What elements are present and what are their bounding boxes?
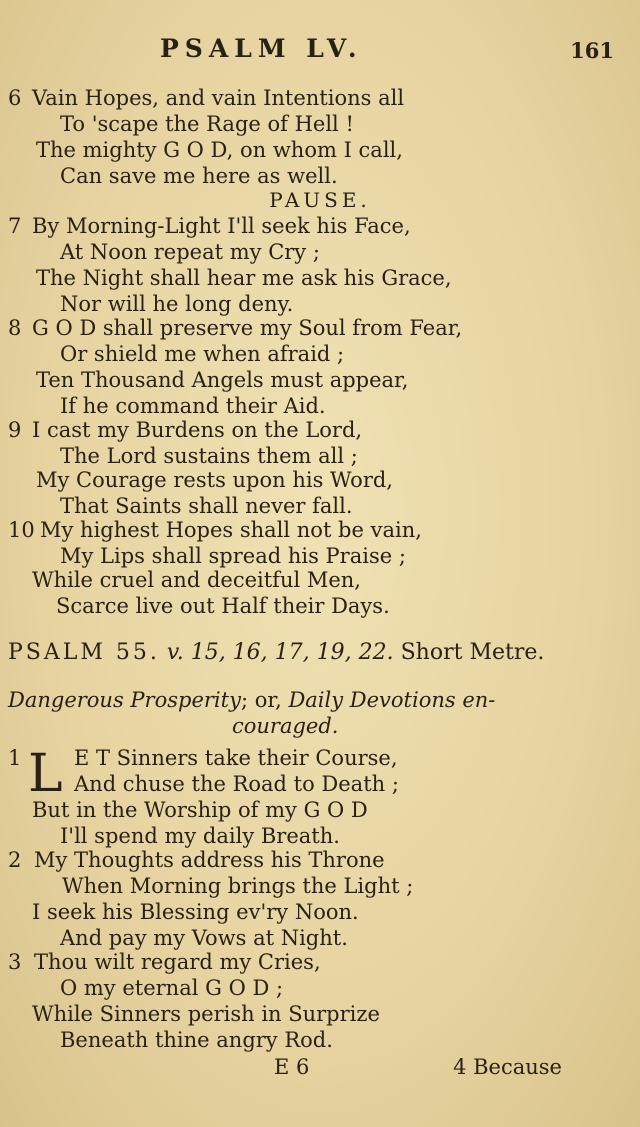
verse-line: I cast my Burdens on the Lord,: [32, 418, 363, 442]
verse-line: Scarce live out Half their Days.: [56, 594, 390, 618]
verse-line: Beneath thine angry Rod.: [60, 1028, 333, 1052]
verse-line: Can save me here as well.: [60, 164, 338, 188]
verse-line: I seek his Blessing ev'ry Noon.: [32, 900, 359, 924]
psalm-title: PSALM 55.: [8, 640, 160, 665]
verse-number: 7: [8, 214, 22, 238]
verse-number: 10: [8, 518, 35, 542]
verse-line: At Noon repeat my Cry ;: [60, 240, 320, 264]
verse-number: 2: [8, 848, 22, 872]
psalm-heading: [8, 640, 544, 665]
verse-line: My Thoughts address his Throne: [34, 848, 385, 872]
verse-line: Nor will he long deny.: [60, 292, 294, 316]
verse-line: When Morning brings the Light ;: [62, 874, 414, 898]
verse-number: 6: [8, 86, 22, 110]
pause-marker: PAUSE.: [269, 188, 371, 212]
verse-line: O my eternal G O D ;: [60, 976, 284, 1000]
verse-line: That Saints shall never fall.: [60, 494, 353, 518]
page-number: 161: [570, 38, 614, 63]
verse-line: By Morning-Light I'll seek his Face,: [32, 214, 411, 238]
psalm-metre: Short Metre.: [400, 640, 545, 665]
verse-number: 3: [8, 950, 22, 974]
verse-line: To 'scape the Rage of Hell !: [60, 112, 354, 136]
subtitle-separator: ; or,: [240, 688, 282, 712]
verse-line: I'll spend my daily Breath.: [60, 824, 340, 848]
verse-line: While Sinners perish in Surprize: [32, 1002, 380, 1026]
psalm-subtitle-line-2: couraged.: [232, 714, 339, 738]
catchword: 4 Because: [453, 1055, 562, 1079]
signature-mark: E 6: [274, 1055, 310, 1079]
verse-line: E T Sinners take their Course,: [74, 746, 398, 770]
verse-line: The Night shall hear me ask his Grace,: [36, 266, 452, 290]
verse-line: The mighty G O D, on whom I call,: [36, 138, 403, 162]
verse-number: 8: [8, 316, 22, 340]
drop-cap: L: [28, 744, 63, 804]
verse-number: 1: [8, 746, 22, 770]
subtitle-part-b: Daily Devotions en-: [288, 688, 496, 712]
page-header: [0, 34, 640, 70]
running-title: PSALM LV.: [160, 34, 363, 63]
verse-line: And pay my Vows at Night.: [60, 926, 348, 950]
verse-line: Ten Thousand Angels must appear,: [36, 368, 409, 392]
psalm-verses: v. 15, 16, 17, 19, 22.: [166, 640, 394, 665]
verse-line: And chuse the Road to Death ;: [74, 772, 399, 796]
verse-line: If he command their Aid.: [60, 394, 326, 418]
psalm-subtitle-line-1: [8, 688, 495, 712]
verse-line: My Lips shall spread his Praise ;: [60, 544, 406, 568]
verse-line: The Lord sustains them all ;: [60, 444, 358, 468]
verse-line: My Courage rests upon his Word,: [36, 468, 393, 492]
verse-line: My highest Hopes shall not be vain,: [40, 518, 422, 542]
verse-line: Or shield me when afraid ;: [60, 342, 345, 366]
verse-line: But in the Worship of my G O D: [32, 798, 368, 822]
subtitle-part-a: Dangerous Prosperity: [8, 688, 241, 712]
verse-number: 9: [8, 418, 22, 442]
verse-line: While cruel and deceitful Men,: [32, 568, 361, 592]
verse-line: G O D shall preserve my Soul from Fear,: [32, 316, 463, 340]
page-footer: [0, 1055, 640, 1085]
verse-line: Thou wilt regard my Cries,: [34, 950, 321, 974]
verse-line: Vain Hopes, and vain Intentions all: [32, 86, 405, 110]
